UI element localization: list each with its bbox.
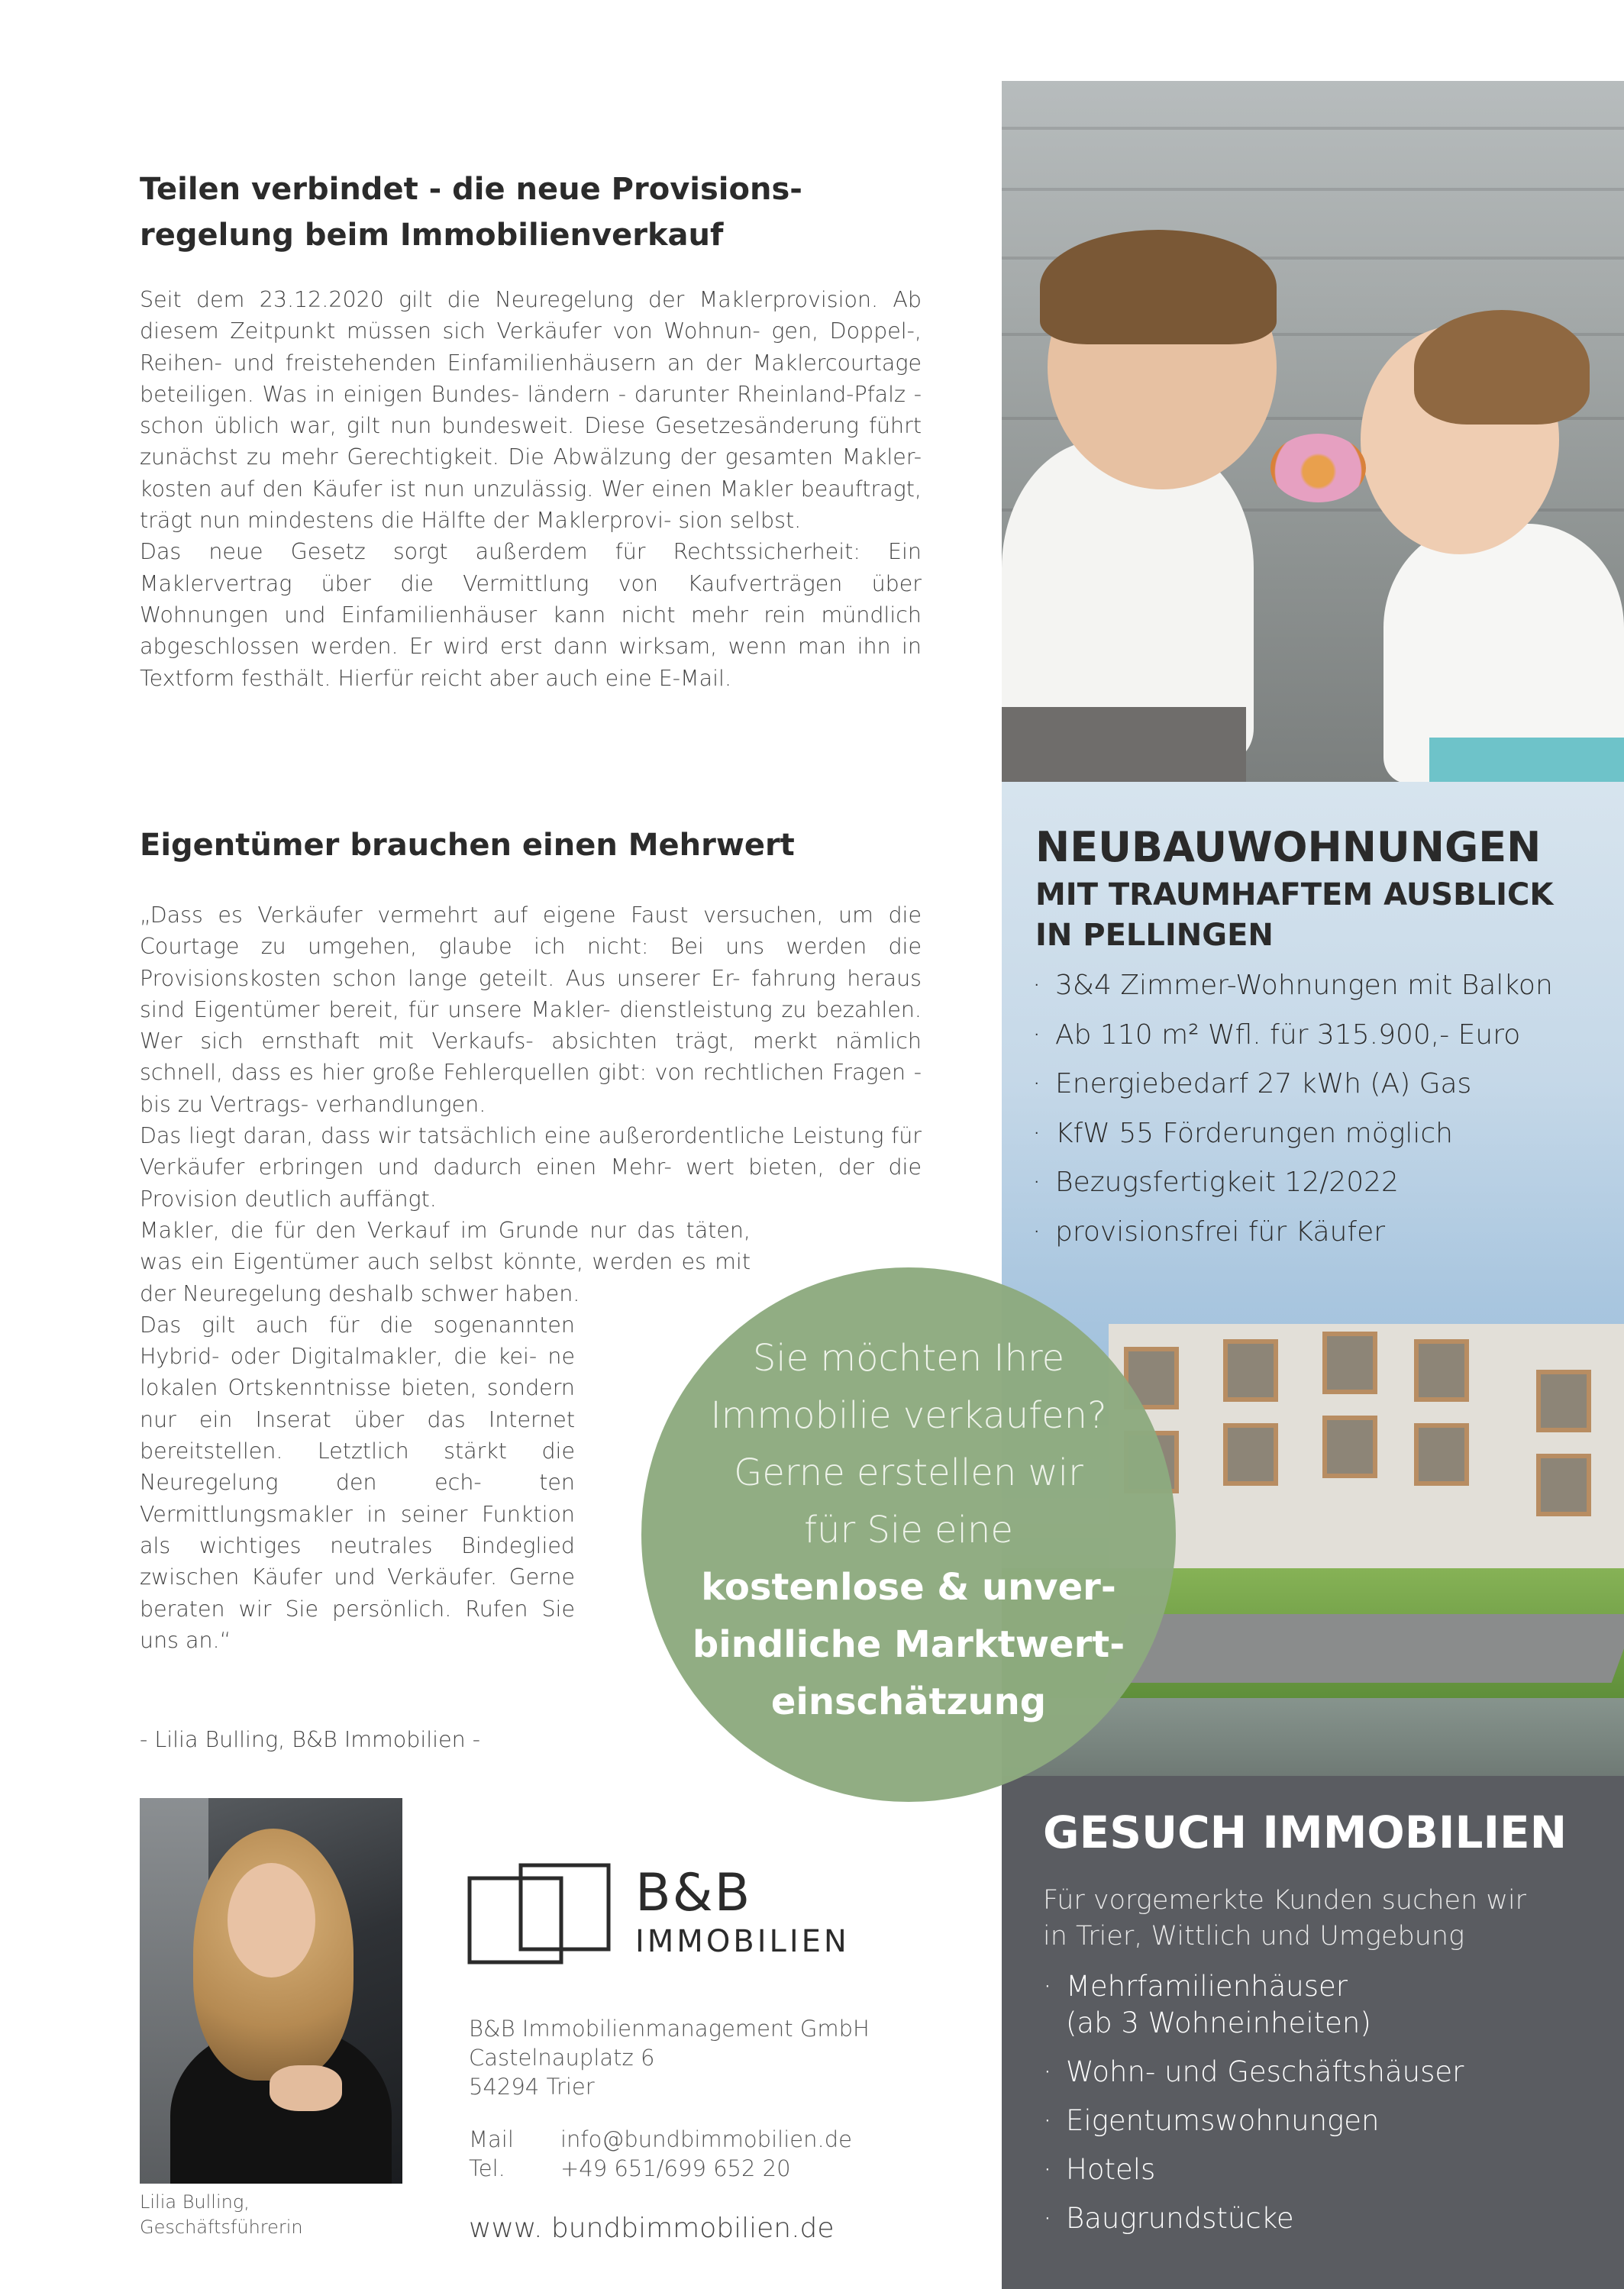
list-item: · 3&4 Zimmer-Wohnungen mit Balkon [1032, 961, 1553, 1011]
children-photo [1002, 81, 1624, 782]
portrait-caption [140, 2190, 303, 2240]
article-signature: - Lilia Bulling, B&B Immobilien - [140, 1727, 481, 1752]
portrait-name: Lilia Bulling, [140, 2191, 250, 2213]
list-item: · Mehrfamilienhäuser (ab 3 Wohneinheiten) [1043, 1970, 1371, 2039]
company-street: Castelnauplatz 6 [469, 2045, 655, 2071]
logo-squares-icon [467, 1863, 620, 1966]
bullet: · [1043, 2202, 1052, 2235]
bullet: · [1032, 970, 1041, 1001]
list-item: · Hotels [1043, 2152, 1464, 2188]
neubau-subtitle-line: MIT TRAUMHAFTEM AUSBLICK [1035, 877, 1554, 912]
gesuch-intro-line: in Trier, Wittlich und Umgebung [1043, 1921, 1465, 1952]
gesuch-intro-line: Für vorgemerkte Kunden suchen wir [1043, 1885, 1527, 1916]
article-paragraph: Das gilt auch für die sogenannten Hybrid- oder Digitalmakler, die kei- ne lokalen Ortskenntnisse bieten, sondern nur ein Inserat über das Internet bereitstellen. Letztlich stärkt die Neuregelung den ech- ten Vermittlungsmakler in seiner Funktion als wichtiges neutrales Bindeglied zwischen Käufer und Verkäufer. Gerne beraten wir Sie persönlich. Rufen Sie uns an.“ [140, 1312, 575, 1653]
list-item: · Energiebedarf 27 kWh (A) Gas [1032, 1060, 1553, 1109]
mail-link[interactable]: info@bundbimmobilien.de [560, 2126, 852, 2152]
list-item: · Wohn- und Geschäftshäuser [1043, 2054, 1464, 2090]
list-item: · Baugrundstücke [1043, 2200, 1464, 2237]
article-title-line: Teilen verbindet - die neue Provisions- [140, 172, 802, 207]
company-address [469, 2014, 870, 2101]
article-intro [140, 284, 922, 694]
offer-highlight: kostenlose & unver- bindliche Marktwert- einschätzung [692, 1565, 1125, 1723]
article-title-line: regelung beim Immobilienverkauf [140, 218, 724, 253]
article-title [140, 166, 919, 258]
phone-link[interactable]: +49 651/699 652 20 [560, 2155, 791, 2181]
building-rendering [1109, 1324, 1624, 1576]
logo-text-bb: B&B [635, 1863, 752, 1923]
list-item: · KfW 55 Förderungen möglich [1032, 1109, 1553, 1159]
bullet: · [1043, 2055, 1052, 2088]
mail-label: Mail [469, 2126, 514, 2152]
portrait-role: Geschäftsführerin [140, 2216, 303, 2238]
bullet: · [1043, 2153, 1052, 2186]
gesuch-intro [1043, 1883, 1526, 1955]
contact-phone [469, 2155, 791, 2181]
neubau-subtitle-line: IN PELLINGEN [1035, 918, 1274, 953]
gesuch-title: GESUCH IMMOBILIEN [1043, 1806, 1567, 1858]
article-paragraph: Makler, die für den Verkauf im Grunde nur das täten, was ein Eigentümer auch selbst könnte, werden es mit der Neuregelung deshalb schwer haben. [140, 1217, 751, 1306]
article-subtitle: Eigentümer brauchen einen Mehrwert [140, 828, 795, 863]
list-item: · Bezugsfertigkeit 12/2022 [1032, 1158, 1553, 1208]
bullet: · [1032, 1216, 1041, 1248]
neubau-title: NEUBAUWOHNUNGEN [1035, 823, 1542, 871]
logo-text-immobilien: IMMOBILIEN [635, 1924, 850, 1959]
neubau-subtitle [1035, 875, 1553, 956]
company-logo [467, 1863, 910, 1966]
portrait-photo [140, 1798, 402, 2184]
bullet: · [1032, 1167, 1041, 1198]
website-link[interactable]: www. bundbimmobilien.de [469, 2213, 835, 2244]
article-paragraph: „Dass es Verkäufer vermehrt auf eigene Faust versuchen, um die Courtage zu umgehen, glaube ich nicht: Bei uns werden die Provisionskosten schon lange geteilt. Aus unserer Er- fahrung heraus sind Eigentümer bereit, für unsere Makler- dienstleistung zu bezahlen. Wer sich ernsthaft mit Verkaufs- absichten trägt, merkt nämlich schnell, dass es hier große Fehlerquellen gibt: von rechtlichen Fragen - bis zu Vertrags- verhandlungen. [140, 902, 922, 1117]
company-name: B&B Immobilienmanagement GmbH [469, 2016, 870, 2042]
article-paragraph: Das neue Gesetz sorgt außerdem für Rechtssicherheit: Ein Maklervertrag über die Vermittlung von Kaufverträgen über Wohnungen und Einfamilienhäuser kann nicht mehr rein mündlich abgeschlossen werden. Er wird erst dann wirksam, wenn man ihn in Textform festhält. Hierfür reicht aber auch eine E-Mail. [140, 539, 922, 691]
list-item: · provisionsfrei für Käufer [1032, 1208, 1553, 1257]
list-item: · Ab 110 m² Wfl. für 315.900,- Euro [1032, 1011, 1553, 1061]
contact-mail [469, 2126, 852, 2152]
bullet: · [1032, 1117, 1041, 1149]
valuation-offer-circle [641, 1267, 1176, 1802]
gesuch-panel [1002, 1776, 1624, 2289]
list-item: · Eigentumswohnungen [1043, 2103, 1464, 2139]
bullet: · [1043, 1970, 1052, 2003]
article-paragraph: Seit dem 23.12.2020 gilt die Neuregelung der Maklerprovision. Ab diesem Zeitpunkt müssen sich Verkäufer von Wohnun- gen, Doppel-, Reihen- und freistehenden Einfamilienhäusern an der Maklercourtage beteiligen. Was in einigen Bundes- ländern - darunter Rheinland-Pfalz - schon üblich war, gilt nun bundesweit. Diese Gesetzesänderung führt zunächst zu mehr Gerechtigkeit. Die Abwälzung der gesamten Makler- kosten auf den Käufer ist nun unzulässig. Wer einen Makler beauftragt, trägt nun mindestens die Hälfte der Maklerprovi- sion selbst. [140, 287, 922, 534]
bullet: · [1032, 1019, 1041, 1051]
company-city: 54294 Trier [469, 2074, 595, 2100]
bullet: · [1032, 1068, 1041, 1099]
gesuch-list [1043, 1968, 1464, 2249]
neubau-features [1032, 961, 1553, 1257]
bullet: · [1043, 2104, 1052, 2137]
offer-text: Sie möchten Ihre Immobilie verkaufen? Gerne erstellen wir für Sie eine [710, 1336, 1107, 1551]
tel-label: Tel. [469, 2155, 505, 2181]
article-paragraph: Das liegt daran, dass wir tatsächlich eine außerordentliche Leistung für Verkäufer erbringen und dadurch einen Mehr- wert bieten, der die Provision deutlich auffängt. [140, 1123, 922, 1212]
